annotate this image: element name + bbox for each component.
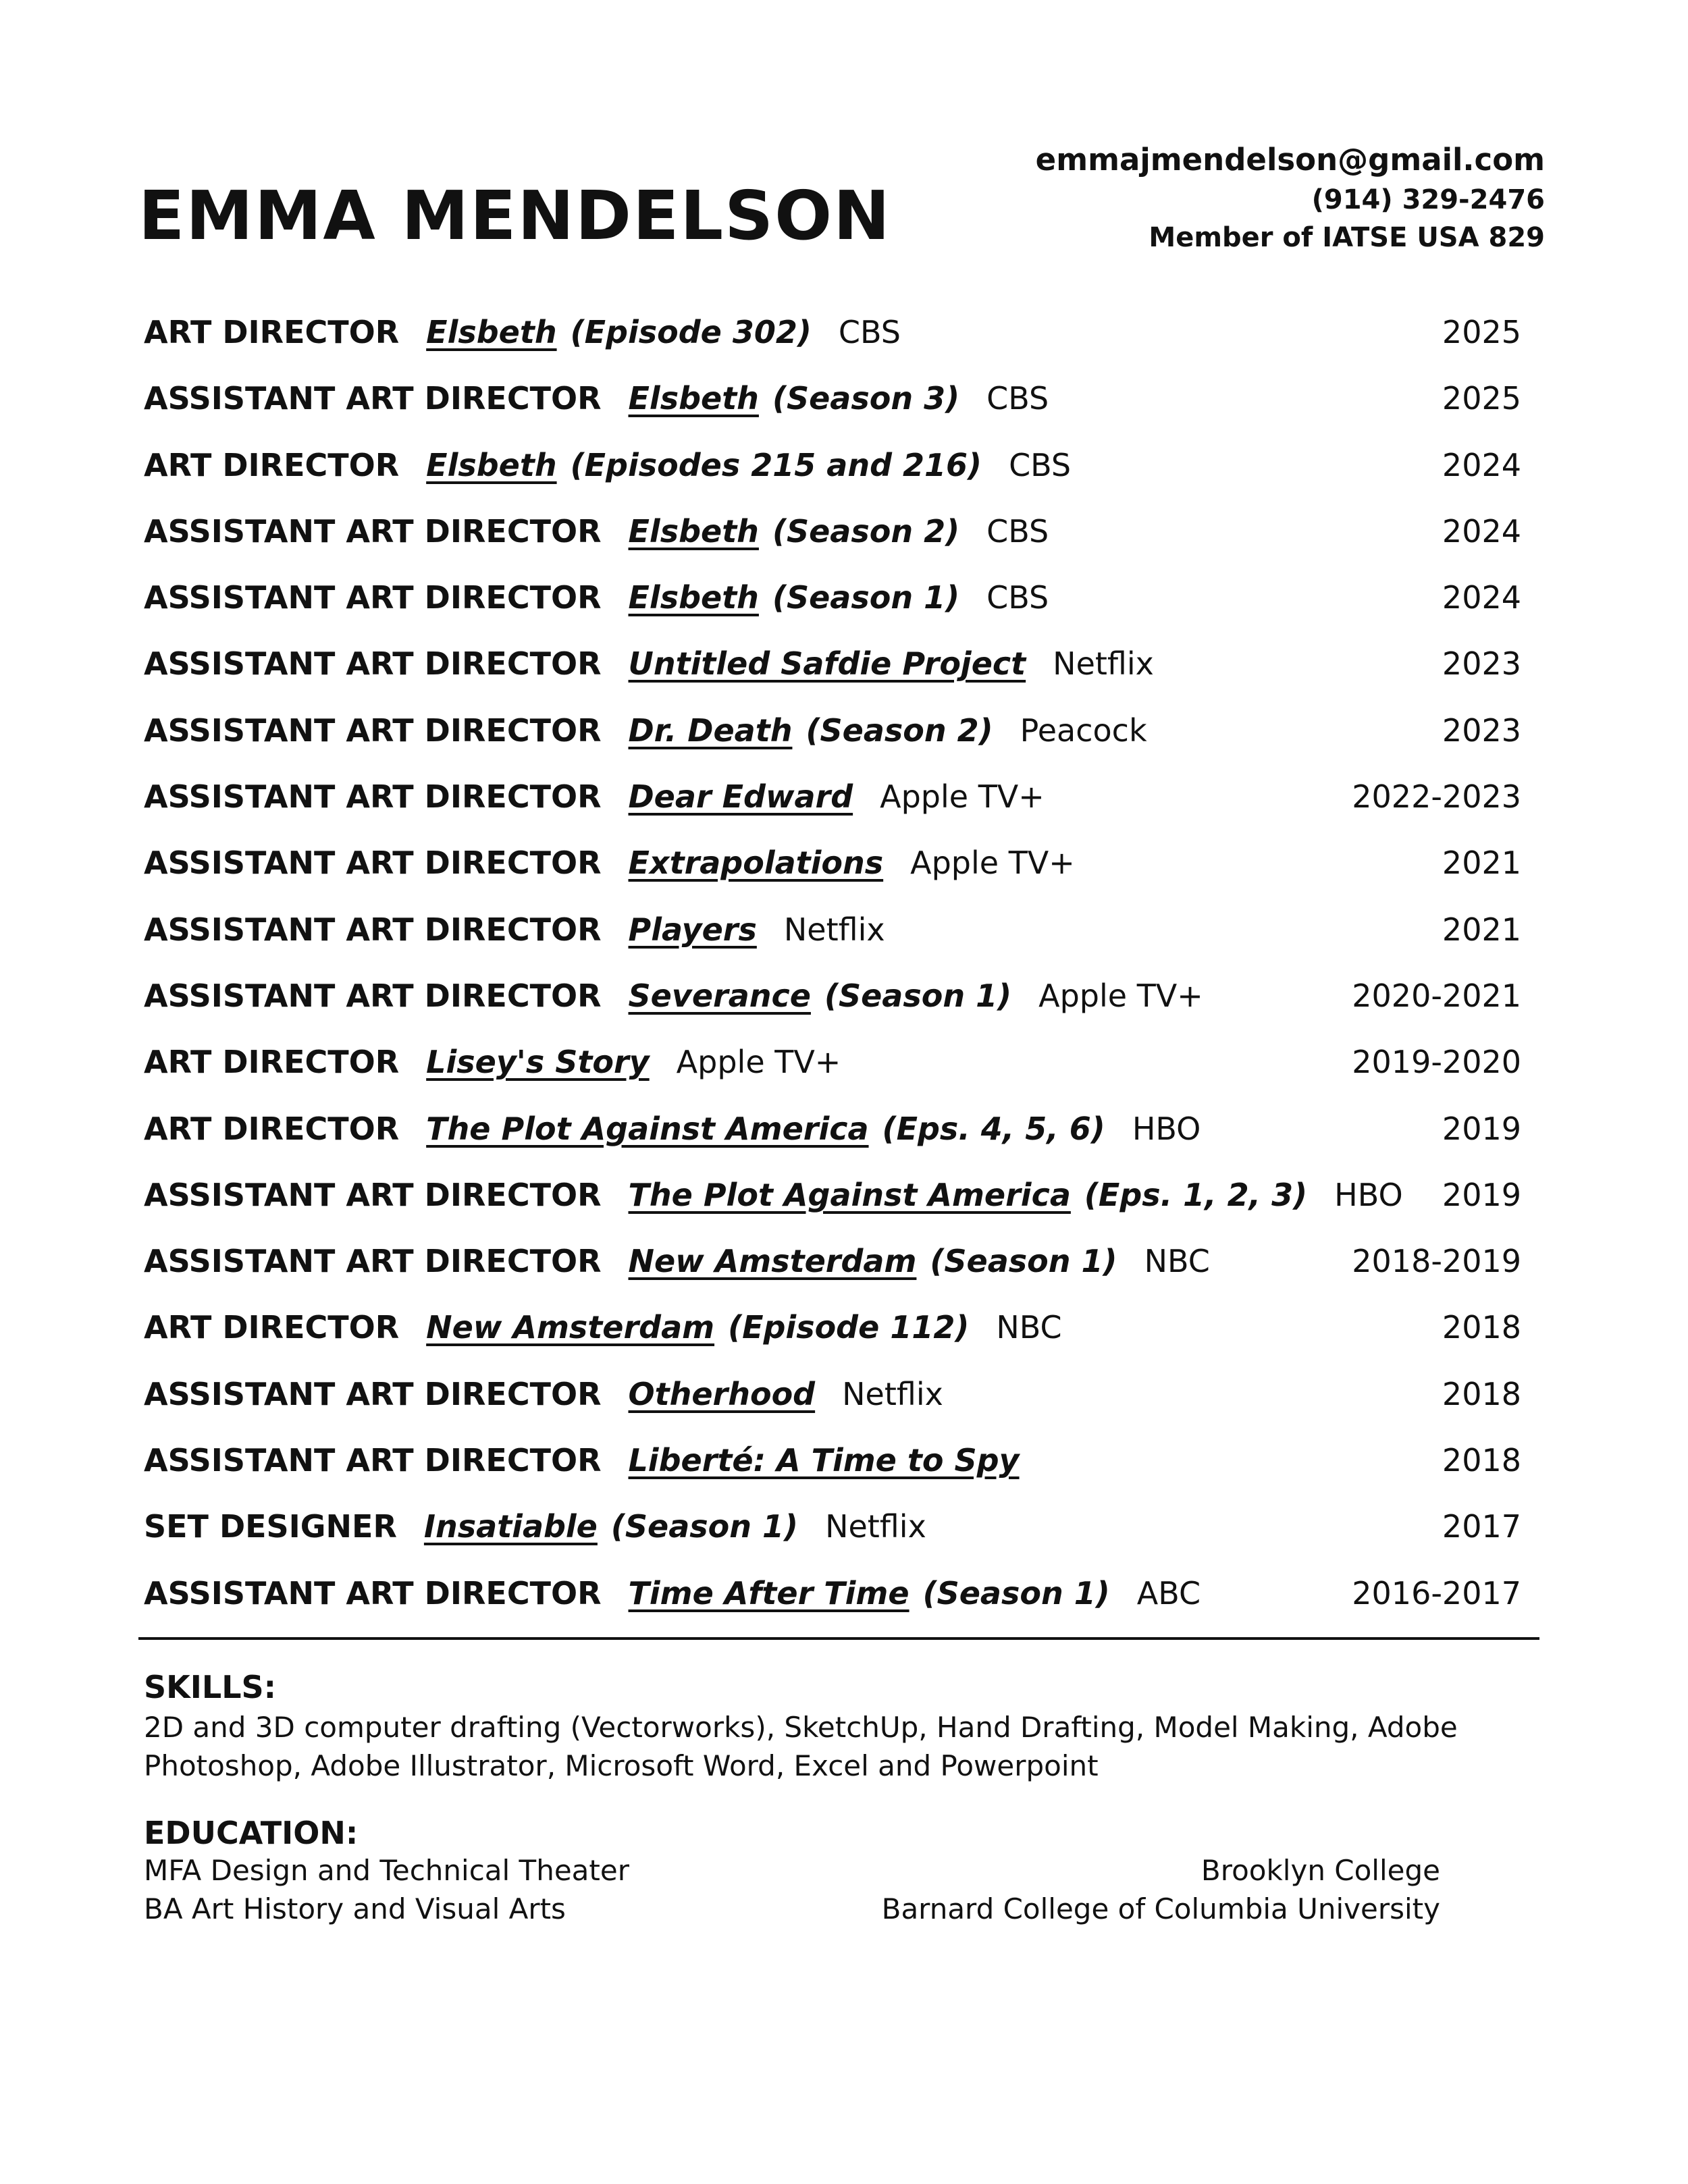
credit-detail: (Episode 302) bbox=[570, 314, 812, 350]
credit-row bbox=[144, 703, 1521, 770]
credit-row bbox=[144, 305, 1521, 371]
credit-title: Elsbeth bbox=[628, 380, 759, 417]
credit-year: 2021 bbox=[1442, 911, 1521, 948]
credit-row bbox=[144, 969, 1521, 1035]
credit-year: 2024 bbox=[1442, 446, 1521, 483]
credit-role: ASSISTANT ART DIRECTOR bbox=[144, 845, 602, 882]
credit-detail: (Episodes 215 and 216) bbox=[570, 446, 982, 483]
credit-detail: (Season 2) bbox=[772, 512, 960, 550]
credit-title: Extrapolations bbox=[628, 845, 884, 882]
credit-title: Elsbeth bbox=[628, 512, 759, 550]
credit-year: 2022-2023 bbox=[1352, 778, 1521, 816]
credit-row bbox=[144, 438, 1521, 504]
email-address[interactable]: emmajmendelson@gmail.com bbox=[1035, 142, 1545, 178]
credit-title: Severance bbox=[628, 977, 811, 1014]
credit-network: Netflix bbox=[825, 1508, 926, 1545]
credit-year: 2018 bbox=[1442, 1442, 1521, 1479]
credit-row bbox=[144, 770, 1521, 836]
credit-row bbox=[144, 1300, 1521, 1366]
credit-network: HBO bbox=[1334, 1176, 1403, 1213]
credit-detail: (Season 1) bbox=[922, 1574, 1110, 1612]
candidate-name: EMMA MENDELSON bbox=[138, 176, 891, 255]
credit-detail: (Eps. 4, 5, 6) bbox=[882, 1110, 1105, 1147]
credit-network: Netflix bbox=[783, 911, 885, 948]
credit-role: SET DESIGNER bbox=[144, 1508, 397, 1545]
credit-detail: (Episode 112) bbox=[728, 1309, 970, 1346]
credit-year: 2024 bbox=[1442, 579, 1521, 616]
credit-role: ASSISTANT ART DIRECTOR bbox=[144, 977, 602, 1014]
skills-heading: SKILLS: bbox=[144, 1669, 277, 1705]
credit-network: HBO bbox=[1132, 1110, 1201, 1147]
credit-row bbox=[144, 836, 1521, 902]
credit-role: ASSISTANT ART DIRECTOR bbox=[144, 512, 602, 550]
credit-network: NBC bbox=[996, 1309, 1062, 1346]
credit-role: ASSISTANT ART DIRECTOR bbox=[144, 1574, 602, 1612]
credit-title: Elsbeth bbox=[628, 579, 759, 616]
credit-title: The Plot Against America bbox=[628, 1176, 1071, 1213]
credit-year: 2023 bbox=[1442, 712, 1521, 749]
credit-year: 2019 bbox=[1442, 1110, 1521, 1147]
credit-year: 2019-2020 bbox=[1352, 1044, 1521, 1081]
credit-title: Time After Time bbox=[628, 1574, 909, 1612]
education-degree: BA Art History and Visual Arts bbox=[144, 1892, 566, 1925]
credit-role: ART DIRECTOR bbox=[144, 314, 400, 350]
credit-detail: (Season 1) bbox=[610, 1508, 799, 1545]
credit-network: CBS bbox=[986, 512, 1049, 550]
credit-role: ASSISTANT ART DIRECTOR bbox=[144, 911, 602, 948]
credit-year: 2018 bbox=[1442, 1309, 1521, 1346]
credits-list bbox=[144, 305, 1521, 1632]
credit-year: 2020-2021 bbox=[1352, 977, 1521, 1014]
credit-title: Insatiable bbox=[423, 1508, 598, 1545]
credit-role: ASSISTANT ART DIRECTOR bbox=[144, 1442, 602, 1479]
credit-network: Netflix bbox=[842, 1375, 943, 1412]
credit-network: Apple TV+ bbox=[1038, 977, 1203, 1014]
education-school: Barnard College of Columbia University bbox=[881, 1892, 1440, 1925]
credit-role: ASSISTANT ART DIRECTOR bbox=[144, 579, 602, 616]
credit-year: 2023 bbox=[1442, 645, 1521, 683]
credit-year: 2017 bbox=[1442, 1508, 1521, 1545]
credit-title: Dear Edward bbox=[628, 778, 853, 816]
credit-detail: (Season 3) bbox=[772, 380, 960, 417]
contact-block bbox=[1036, 139, 1545, 257]
credit-row bbox=[144, 371, 1521, 437]
credit-network: CBS bbox=[838, 314, 901, 350]
credit-year: 2024 bbox=[1442, 512, 1521, 550]
credit-detail: (Season 2) bbox=[806, 712, 993, 749]
credit-network: CBS bbox=[1009, 446, 1072, 483]
credit-role: ART DIRECTOR bbox=[144, 1309, 400, 1346]
credit-year: 2019 bbox=[1442, 1176, 1521, 1213]
credit-role: ART DIRECTOR bbox=[144, 446, 400, 483]
credit-year: 2021 bbox=[1442, 845, 1521, 882]
credit-network: CBS bbox=[986, 579, 1049, 616]
credit-role: ASSISTANT ART DIRECTOR bbox=[144, 712, 602, 749]
credit-role: ART DIRECTOR bbox=[144, 1044, 400, 1081]
credit-year: 2018 bbox=[1442, 1375, 1521, 1412]
credit-title: Liberté: A Time to Spy bbox=[628, 1442, 1020, 1479]
skills-text: 2D and 3D computer drafting (Vectorworks), SketchUp, Hand Drafting, Model Making, Adobe Photoshop, Adobe Illustrator, Microsoft Word, Excel and Powerpoint bbox=[144, 1711, 1458, 1782]
credit-role: ASSISTANT ART DIRECTOR bbox=[144, 1375, 602, 1412]
credit-row bbox=[144, 570, 1521, 637]
credit-role: ASSISTANT ART DIRECTOR bbox=[144, 778, 602, 816]
credit-title: Untitled Safdie Project bbox=[628, 645, 1026, 683]
credit-title: New Amsterdam bbox=[426, 1309, 715, 1346]
education-heading: EDUCATION: bbox=[144, 1815, 359, 1851]
credit-network: Netflix bbox=[1053, 645, 1154, 683]
credit-year: 2025 bbox=[1442, 380, 1521, 417]
credit-title: Elsbeth bbox=[426, 314, 557, 350]
credit-title: Otherhood bbox=[628, 1375, 816, 1412]
credit-network: Apple TV+ bbox=[910, 845, 1075, 882]
credit-title: Elsbeth bbox=[426, 446, 557, 483]
credit-role: ART DIRECTOR bbox=[144, 1110, 400, 1147]
credit-row bbox=[144, 1234, 1521, 1300]
credit-row bbox=[144, 1433, 1521, 1499]
credit-row bbox=[144, 1367, 1521, 1433]
credit-row bbox=[144, 1168, 1521, 1234]
credit-detail: (Season 1) bbox=[824, 977, 1012, 1014]
credit-year: 2016-2017 bbox=[1352, 1574, 1521, 1612]
credit-network: Apple TV+ bbox=[676, 1044, 841, 1081]
credit-row bbox=[144, 1102, 1521, 1168]
credit-row bbox=[144, 1566, 1521, 1632]
credit-role: ASSISTANT ART DIRECTOR bbox=[144, 1243, 602, 1280]
credit-row bbox=[144, 1035, 1521, 1101]
credit-network: NBC bbox=[1144, 1243, 1210, 1280]
credit-title: New Amsterdam bbox=[628, 1243, 917, 1280]
credit-row bbox=[144, 903, 1521, 969]
credit-detail: (Eps. 1, 2, 3) bbox=[1084, 1176, 1308, 1213]
phone-number[interactable]: (914) 329-2476 bbox=[1311, 184, 1545, 215]
credit-network: Apple TV+ bbox=[880, 778, 1045, 816]
credit-year: 2018-2019 bbox=[1352, 1243, 1521, 1280]
credit-detail: (Season 1) bbox=[930, 1243, 1117, 1280]
section-divider bbox=[138, 1637, 1539, 1640]
education-school: Brooklyn College bbox=[1201, 1854, 1440, 1887]
credit-title: Dr. Death bbox=[628, 712, 793, 749]
credit-year: 2025 bbox=[1442, 314, 1521, 350]
credit-title: Lisey's Story bbox=[426, 1044, 650, 1081]
credit-role: ASSISTANT ART DIRECTOR bbox=[144, 1176, 602, 1213]
credit-network: Peacock bbox=[1020, 712, 1147, 749]
education-degree: MFA Design and Technical Theater bbox=[144, 1854, 629, 1887]
credit-detail: (Season 1) bbox=[772, 579, 960, 616]
credit-network: CBS bbox=[986, 380, 1049, 417]
credit-role: ASSISTANT ART DIRECTOR bbox=[144, 645, 602, 683]
credit-title: Players bbox=[628, 911, 757, 948]
credit-network: ABC bbox=[1136, 1574, 1201, 1612]
credit-role: ASSISTANT ART DIRECTOR bbox=[144, 380, 602, 417]
credit-row bbox=[144, 1499, 1521, 1566]
union-membership: Member of IATSE USA 829 bbox=[1149, 222, 1545, 253]
credit-row bbox=[144, 504, 1521, 570]
credit-row bbox=[144, 637, 1521, 703]
credit-title: The Plot Against America bbox=[426, 1110, 869, 1147]
